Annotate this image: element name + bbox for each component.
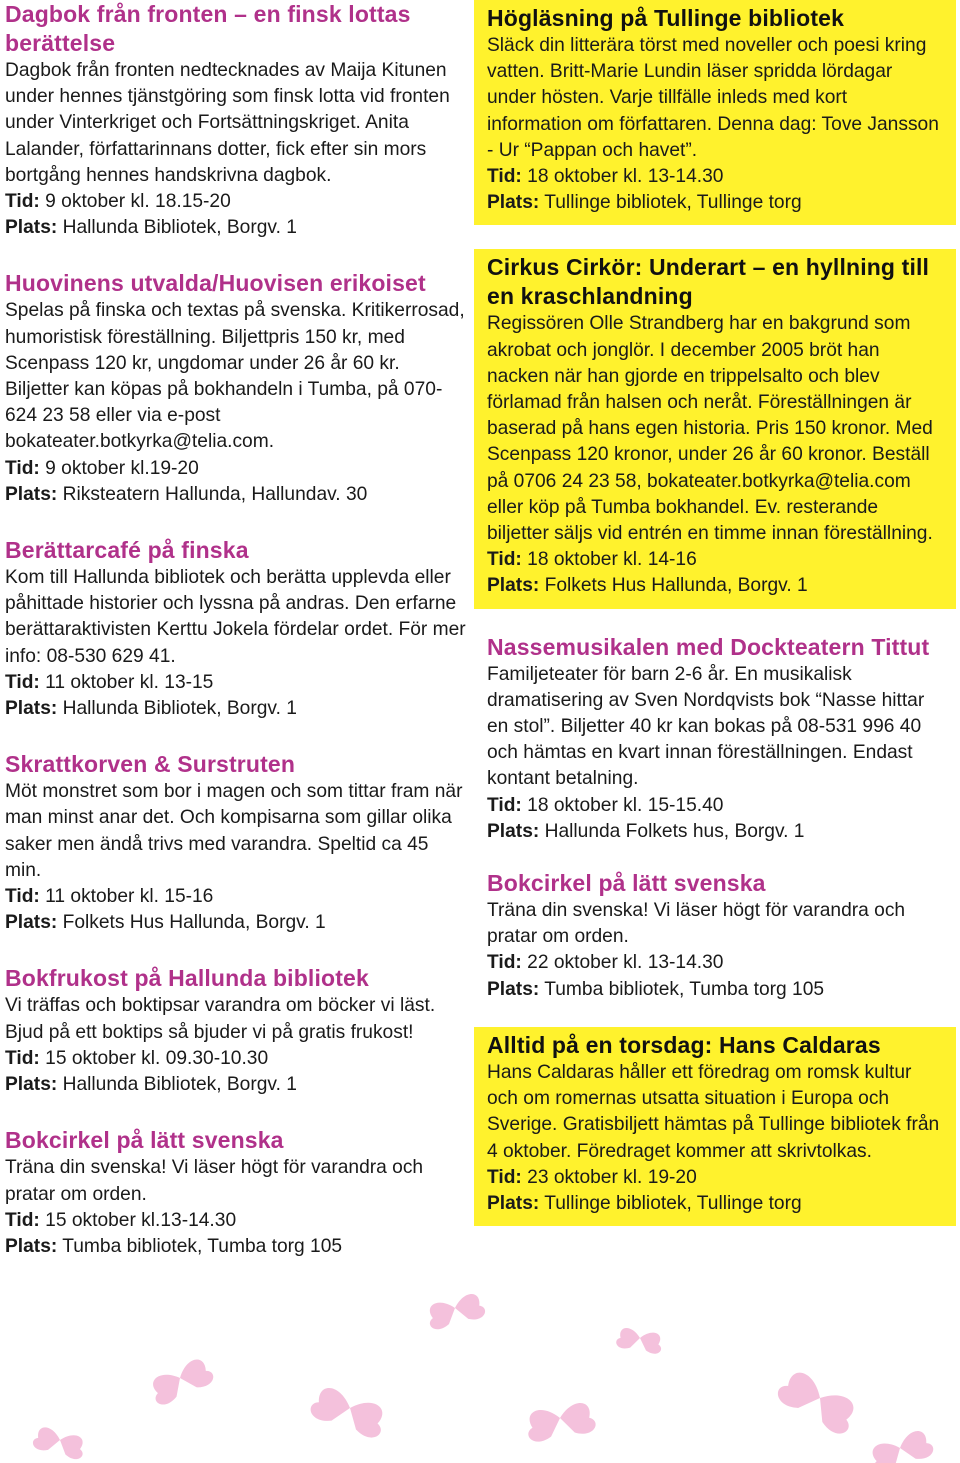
- place-value: Folkets Hus Hallunda, Borgv. 1: [544, 575, 808, 597]
- event-description: Släck din litterära törst med noveller och poesi kring vatten. Britt-Marie Lundin läser spridda lördagar under hösten. Varje tillfälle inleds med kort information om författaren. Denna dag: Tove Jansson - Ur “Pappan och havet”.: [487, 35, 939, 161]
- event-card: [474, 633, 956, 845]
- left-column: [5, 0, 467, 1260]
- butterfly-icon: [615, 1327, 663, 1355]
- place-label: Plats:: [5, 217, 58, 239]
- time-value: 9 oktober kl. 18.15-20: [45, 191, 231, 213]
- event-description: Möt monstret som bor i magen och som tittar fram när man minst anar det. Och kompisarna som gillar olika saker men ändå trivs med varandra. Speltid ca 45 min.: [5, 781, 463, 881]
- event-card: [5, 1126, 467, 1260]
- time-value: 18 oktober kl. 14-16: [527, 549, 697, 571]
- event-description: Dagbok från fronten nedtecknades av Maija Kitunen under hennes tjänstgöring som finsk lotta vid fronten under Vinterkriget och Fortsättningskriget. Anita Lalander, författarinnans dotter, fick efter sin mors bortgång hennes handskrivna dagbok.: [5, 60, 450, 186]
- place-label: Plats:: [5, 1074, 58, 1096]
- place-value: Tumba bibliotek, Tumba torg 105: [62, 1235, 343, 1257]
- event-card: [474, 869, 956, 1003]
- event-description: Kom till Hallunda bibliotek och berätta upplevda eller påhittade historier och lyssna på andras. Den erfarne berättaraktivisten Kerttu Jokela fördelar ordet. För mer info: 08-530 629 41.: [5, 567, 466, 667]
- time-label: Tid:: [487, 166, 522, 188]
- place-label: Plats:: [5, 1235, 58, 1257]
- butterfly-icon: [524, 1401, 597, 1444]
- event-place: [5, 1072, 467, 1098]
- time-label: Tid:: [5, 1209, 40, 1231]
- time-value: 18 oktober kl. 13-14.30: [527, 166, 724, 188]
- event-card: [5, 536, 467, 722]
- place-value: Tullinge bibliotek, Tullinge torg: [544, 1192, 802, 1214]
- time-label: Tid:: [487, 1166, 522, 1188]
- place-value: Hallunda Bibliotek, Borgv. 1: [62, 698, 297, 720]
- event-description: Spelas på finska och textas på svenska. Kritikerrosad, humoristisk föreställning. Biljettpris 150 kr, med Scenpass 120 kr, ungdomar under 26 år 60 kr. Biljetter kan köpas på bokhandeln i Tumba, på 070-624 23 58 eller via e-post bokateater.botkyrka@telia.com.: [5, 300, 465, 453]
- time-label: Tid:: [487, 952, 522, 974]
- butterfly-icon: [31, 1425, 86, 1461]
- time-label: Tid:: [487, 549, 522, 571]
- place-label: Plats:: [5, 483, 58, 505]
- time-label: Tid:: [5, 191, 40, 213]
- time-value: 9 oktober kl.19-20: [45, 457, 199, 479]
- event-time: [5, 884, 467, 910]
- time-value: 15 oktober kl.13-14.30: [45, 1209, 237, 1231]
- event-description: Regissören Olle Strandberg har en bakgrund som akrobat och jonglör. I december 2005 bröt han nacken när han gjorde en trippelsalto och blev förlamad från halsen och neråt. Föreställningen är baserad på hans egen historia. Pris 150 kronor. Med Scenpass 120 kronor, under 26 år 60 kronor. Beställ på 0706 24 23 58, bokateater.botkyrka@telia.com eller köp på Tumba bokhandel. Ev. resterande biljetter säljs vid entrén en timme innan föreställning.: [487, 313, 933, 545]
- event-place: [5, 215, 467, 241]
- event-time: [487, 164, 944, 190]
- event-title: Huovinens utvalda/Huovisen erikoiset: [5, 270, 426, 297]
- event-time: [5, 670, 467, 696]
- right-column: [474, 0, 956, 1226]
- butterfly-icon: [425, 1291, 487, 1331]
- butterfly-decoration: [0, 1290, 960, 1463]
- time-value: 15 oktober kl. 09.30-10.30: [45, 1047, 269, 1069]
- event-time: [487, 1165, 944, 1191]
- place-label: Plats:: [487, 978, 540, 1000]
- event-card: [5, 0, 467, 241]
- event-time: [5, 456, 467, 482]
- butterfly-icon: [867, 1427, 936, 1463]
- place-value: Tullinge bibliotek, Tullinge torg: [544, 192, 802, 214]
- event-title: Bokcirkel på lätt svenska: [487, 870, 766, 897]
- event-card-highlighted: [474, 1027, 956, 1226]
- event-title: Alltid på en torsdag: Hans Caldaras: [487, 1031, 881, 1058]
- butterfly-icon: [308, 1384, 389, 1441]
- event-description: Träna din svenska! Vi läser högt för varandra och pratar om orden.: [5, 1157, 424, 1205]
- place-label: Plats:: [5, 698, 58, 720]
- place-label: Plats:: [487, 1192, 540, 1214]
- event-description: Hans Caldaras håller ett föredrag om romsk kultur och om romernas utsatta situation i Europa och Sverige. Gratisbiljett hämtas på Tullinge bibliotek från 4 oktober. Föredraget kommer att skrivtolkas.: [487, 1061, 940, 1162]
- event-card: [5, 750, 467, 936]
- butterfly-icon: [774, 1367, 861, 1438]
- event-time: [5, 189, 467, 215]
- time-label: Tid:: [5, 886, 40, 908]
- event-title: Nassemusikalen med Dockteatern Tittut: [487, 633, 930, 660]
- event-time: [487, 793, 944, 819]
- place-label: Plats:: [487, 820, 540, 842]
- event-time: [5, 1046, 467, 1072]
- event-place: [5, 696, 467, 722]
- time-value: 18 oktober kl. 15-15.40: [527, 794, 724, 816]
- event-place: [487, 977, 944, 1003]
- event-title: Bokcirkel på lätt svenska: [5, 1127, 284, 1154]
- time-value: 11 oktober kl. 15-16: [45, 886, 214, 908]
- event-description: Familjeteater för barn 2-6 år. En musikalisk dramatisering av Sven Nordqvists bok “Nasse hittar en stol”. Biljetter 40 kr kan bokas på 08-531 996 40 och hämtas en kvart innan föreställningen. Endast kontant betalning.: [487, 663, 925, 790]
- time-label: Tid:: [5, 1047, 40, 1069]
- place-label: Plats:: [5, 912, 58, 934]
- time-label: Tid:: [5, 671, 40, 693]
- place-value: Hallunda Bibliotek, Borgv. 1: [62, 1074, 297, 1096]
- event-title: Skrattkorven & Surstruten: [5, 751, 296, 778]
- time-label: Tid:: [5, 457, 40, 479]
- event-time: [487, 950, 944, 976]
- place-value: Riksteatern Hallunda, Hallundav. 30: [62, 483, 368, 505]
- event-title: Dagbok från fronten – en finsk lottas berättelse: [5, 1, 411, 56]
- place-label: Plats:: [487, 192, 540, 214]
- event-place: [5, 1234, 467, 1260]
- event-time: [5, 1208, 467, 1234]
- time-value: 11 oktober kl. 13-15: [45, 671, 214, 693]
- event-time: [487, 547, 944, 573]
- event-card: [5, 964, 467, 1098]
- event-place: [487, 819, 944, 845]
- event-card: [5, 269, 467, 508]
- event-title: Högläsning på Tullinge bibliotek: [487, 5, 845, 31]
- event-title: Berättarcafé på finska: [5, 537, 249, 564]
- event-description: Vi träffas och boktipsar varandra om böcker vi läst. Bjud på ett boktips så bjuder vi på gratis frukost!: [5, 995, 436, 1043]
- time-label: Tid:: [487, 794, 522, 816]
- event-description: Träna din svenska! Vi läser högt för varandra och pratar om orden.: [487, 900, 906, 948]
- event-place: [5, 910, 467, 936]
- place-value: Tumba bibliotek, Tumba torg 105: [544, 978, 825, 1000]
- event-place: [487, 190, 944, 216]
- place-value: Folkets Hus Hallunda, Borgv. 1: [62, 912, 326, 934]
- event-title: Cirkus Cirkör: Underart – en hyllning till en kraschlandning: [487, 254, 930, 310]
- event-place: [5, 482, 467, 508]
- place-value: Hallunda Folkets hus, Borgv. 1: [544, 820, 805, 842]
- event-place: [487, 573, 944, 599]
- time-value: 22 oktober kl. 13-14.30: [527, 952, 724, 974]
- event-place: [487, 1191, 944, 1217]
- event-card-highlighted: [474, 0, 956, 225]
- event-title: Bokfrukost på Hallunda bibliotek: [5, 965, 369, 992]
- butterfly-icon: [147, 1355, 216, 1407]
- time-value: 23 oktober kl. 19-20: [527, 1166, 697, 1188]
- place-value: Hallunda Bibliotek, Borgv. 1: [62, 217, 297, 239]
- event-card-highlighted: [474, 249, 956, 608]
- place-label: Plats:: [487, 575, 540, 597]
